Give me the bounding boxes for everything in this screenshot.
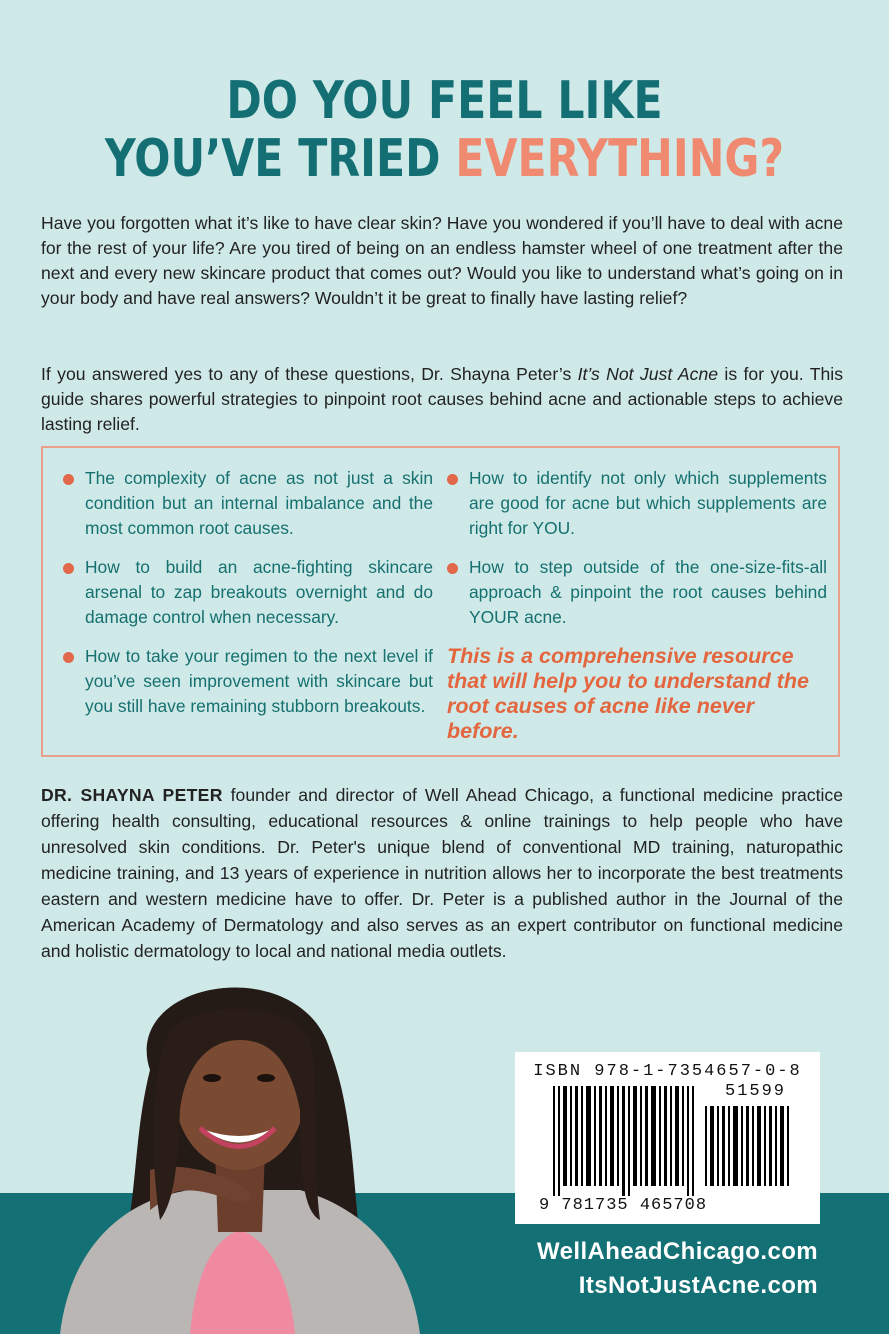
headline-line-2-prefix: YOU’VE TRIED: [104, 129, 456, 189]
author-bio: [41, 782, 843, 964]
feature-column-right: [447, 466, 827, 744]
intro-paragraph-2-end: is for you. This guide shares powerful strategies to pinpoint root causes behind acne and actionable steps to achieve lasting relief.: [41, 364, 843, 434]
website-link-wellahead: WellAheadChicago.com: [537, 1238, 818, 1265]
feature-text: How to identify not only which supplements are good for acne but which supplements are right for YOU.: [469, 468, 827, 538]
feature-item: [447, 466, 827, 541]
feature-text: How to build an acne-fighting skincare arsenal to zap breakouts overnight and do damage control when necessary.: [85, 557, 433, 627]
bullet-dot-icon: [447, 563, 458, 574]
intro-paragraph-2: [41, 362, 843, 437]
feature-item: [63, 644, 433, 719]
headline-accent: EVERYTHING?: [455, 129, 785, 189]
bullet-dot-icon: [63, 652, 74, 663]
bullet-dot-icon: [63, 563, 74, 574]
price-code: 51599: [725, 1082, 787, 1101]
author-portrait: [0, 960, 480, 1334]
feature-item: [447, 555, 827, 630]
callout-text: This is a comprehensive resource that will help you to understand the root causes of acne like never before.: [447, 644, 809, 743]
barcode-panel: [515, 1052, 820, 1224]
author-name: DR. SHAYNA PETER: [41, 785, 223, 805]
feature-text: How to step outside of the one-size-fits-all approach & pinpoint the root causes behind YOUR acne.: [469, 557, 827, 627]
feature-box: [41, 446, 840, 757]
isbn-number: ISBN 978-1-7354657-0-8: [533, 1062, 802, 1081]
intro-paragraph-1: Have you forgotten what it’s like to have clear skin? Have you wondered if you’ll have to deal with acne for the rest of your life? Are you tired of being on an endless hamster wheel of one treatment after the next and every new skincare product that comes out? Would you like to understand what’s going on in your body and have real answers? Wouldn’t it be great to finally have lasting relief?: [41, 213, 843, 308]
feature-item: [63, 466, 433, 541]
intro-paragraph-2-start: If you answered yes to any of these questions, Dr. Shayna Peter’s: [41, 364, 578, 384]
feature-text: The complexity of acne as not just a skin condition but an internal imbalance and the most common root causes.: [85, 468, 433, 538]
headline-line-2: [80, 130, 809, 188]
website-link-itsnotjustacne: ItsNotJustAcne.com: [578, 1272, 818, 1299]
feature-column-left: [63, 466, 433, 733]
headline-line-1: DO YOU FEEL LIKE: [226, 71, 663, 131]
book-title: It’s Not Just Acne: [577, 364, 719, 384]
bullet-dot-icon: [447, 474, 458, 485]
ean-number: 9 781735 465708: [539, 1196, 708, 1215]
author-bio-text: founder and director of Well Ahead Chicago, a functional medicine practice offering health consulting, educational resources & online trainings to help people who have unresolved skin conditions. Dr. Peter's unique blend of conventional MD training, naturopathic medicine training, and 13 years of experience in nutrition allows her to incorporate the best treatments eastern and western medicine have to offer. Dr. Peter is a published author in the Journal of the American Academy of Dermatology and also serves as an expert contributor on functional medicine and holistic dermatology to local and national media outlets.: [41, 785, 843, 961]
feature-text: How to take your regimen to the next level if you’ve seen improvement with skincare but you still have remaining stubborn breakouts.: [85, 646, 433, 716]
headline: [80, 72, 809, 188]
barcode-icon: [553, 1086, 793, 1196]
feature-item: [63, 555, 433, 630]
bullet-dot-icon: [63, 474, 74, 485]
